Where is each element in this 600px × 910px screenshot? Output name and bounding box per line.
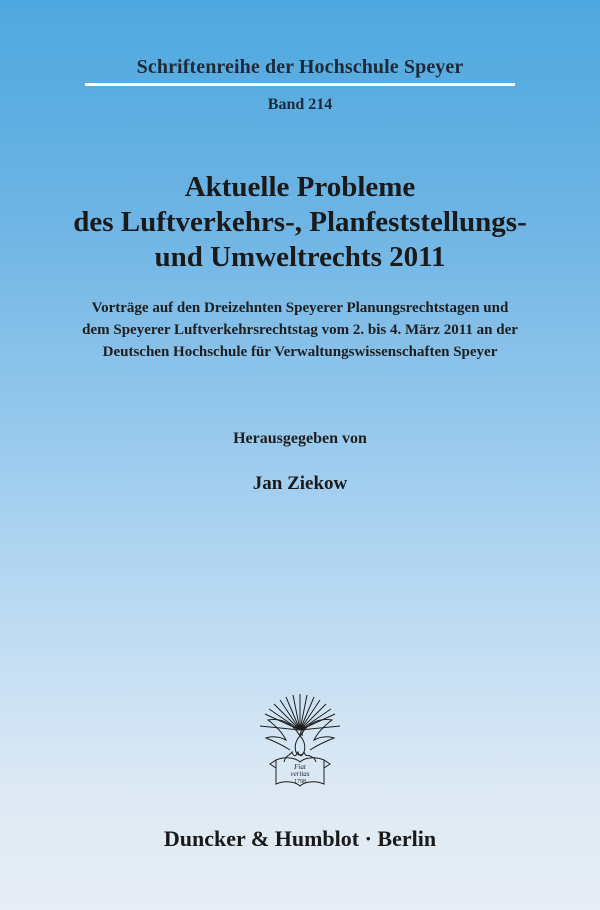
book-subtitle [0, 297, 600, 363]
svg-text:veritas: veritas [290, 770, 310, 778]
series-divider [85, 83, 515, 86]
subtitle-line-2: dem Speyerer Luftverkehrsrechtstag vom 2. bis 4. März 2011 an der [82, 322, 518, 338]
editor-label: Herausgegeben von [233, 430, 367, 447]
subtitle-line-3: Deutschen Hochschule für Verwaltungswissenschaften Speyer [102, 344, 498, 360]
phoenix-emblem-icon [256, 690, 344, 792]
svg-text:Fiat: Fiat [294, 763, 306, 771]
editor-name: Jan Ziekow [252, 473, 348, 494]
series-title: Schriftenreihe der Hochschule Speyer [136, 56, 464, 78]
title-line-1: Aktuelle Probleme [184, 171, 416, 203]
svg-text:1798: 1798 [294, 779, 306, 785]
title-line-3: und Umweltrechts 2011 [154, 241, 446, 273]
title-line-2: des Luftverkehrs-, Planfeststellungs- [73, 206, 527, 238]
publisher-name: Duncker & Humblot · Berlin [163, 826, 437, 851]
book-title [0, 170, 600, 275]
subtitle-line-1: Vorträge auf den Dreizehnten Speyerer Planungsrechtstagen und [91, 300, 509, 316]
volume-number: Band 214 [267, 96, 333, 113]
